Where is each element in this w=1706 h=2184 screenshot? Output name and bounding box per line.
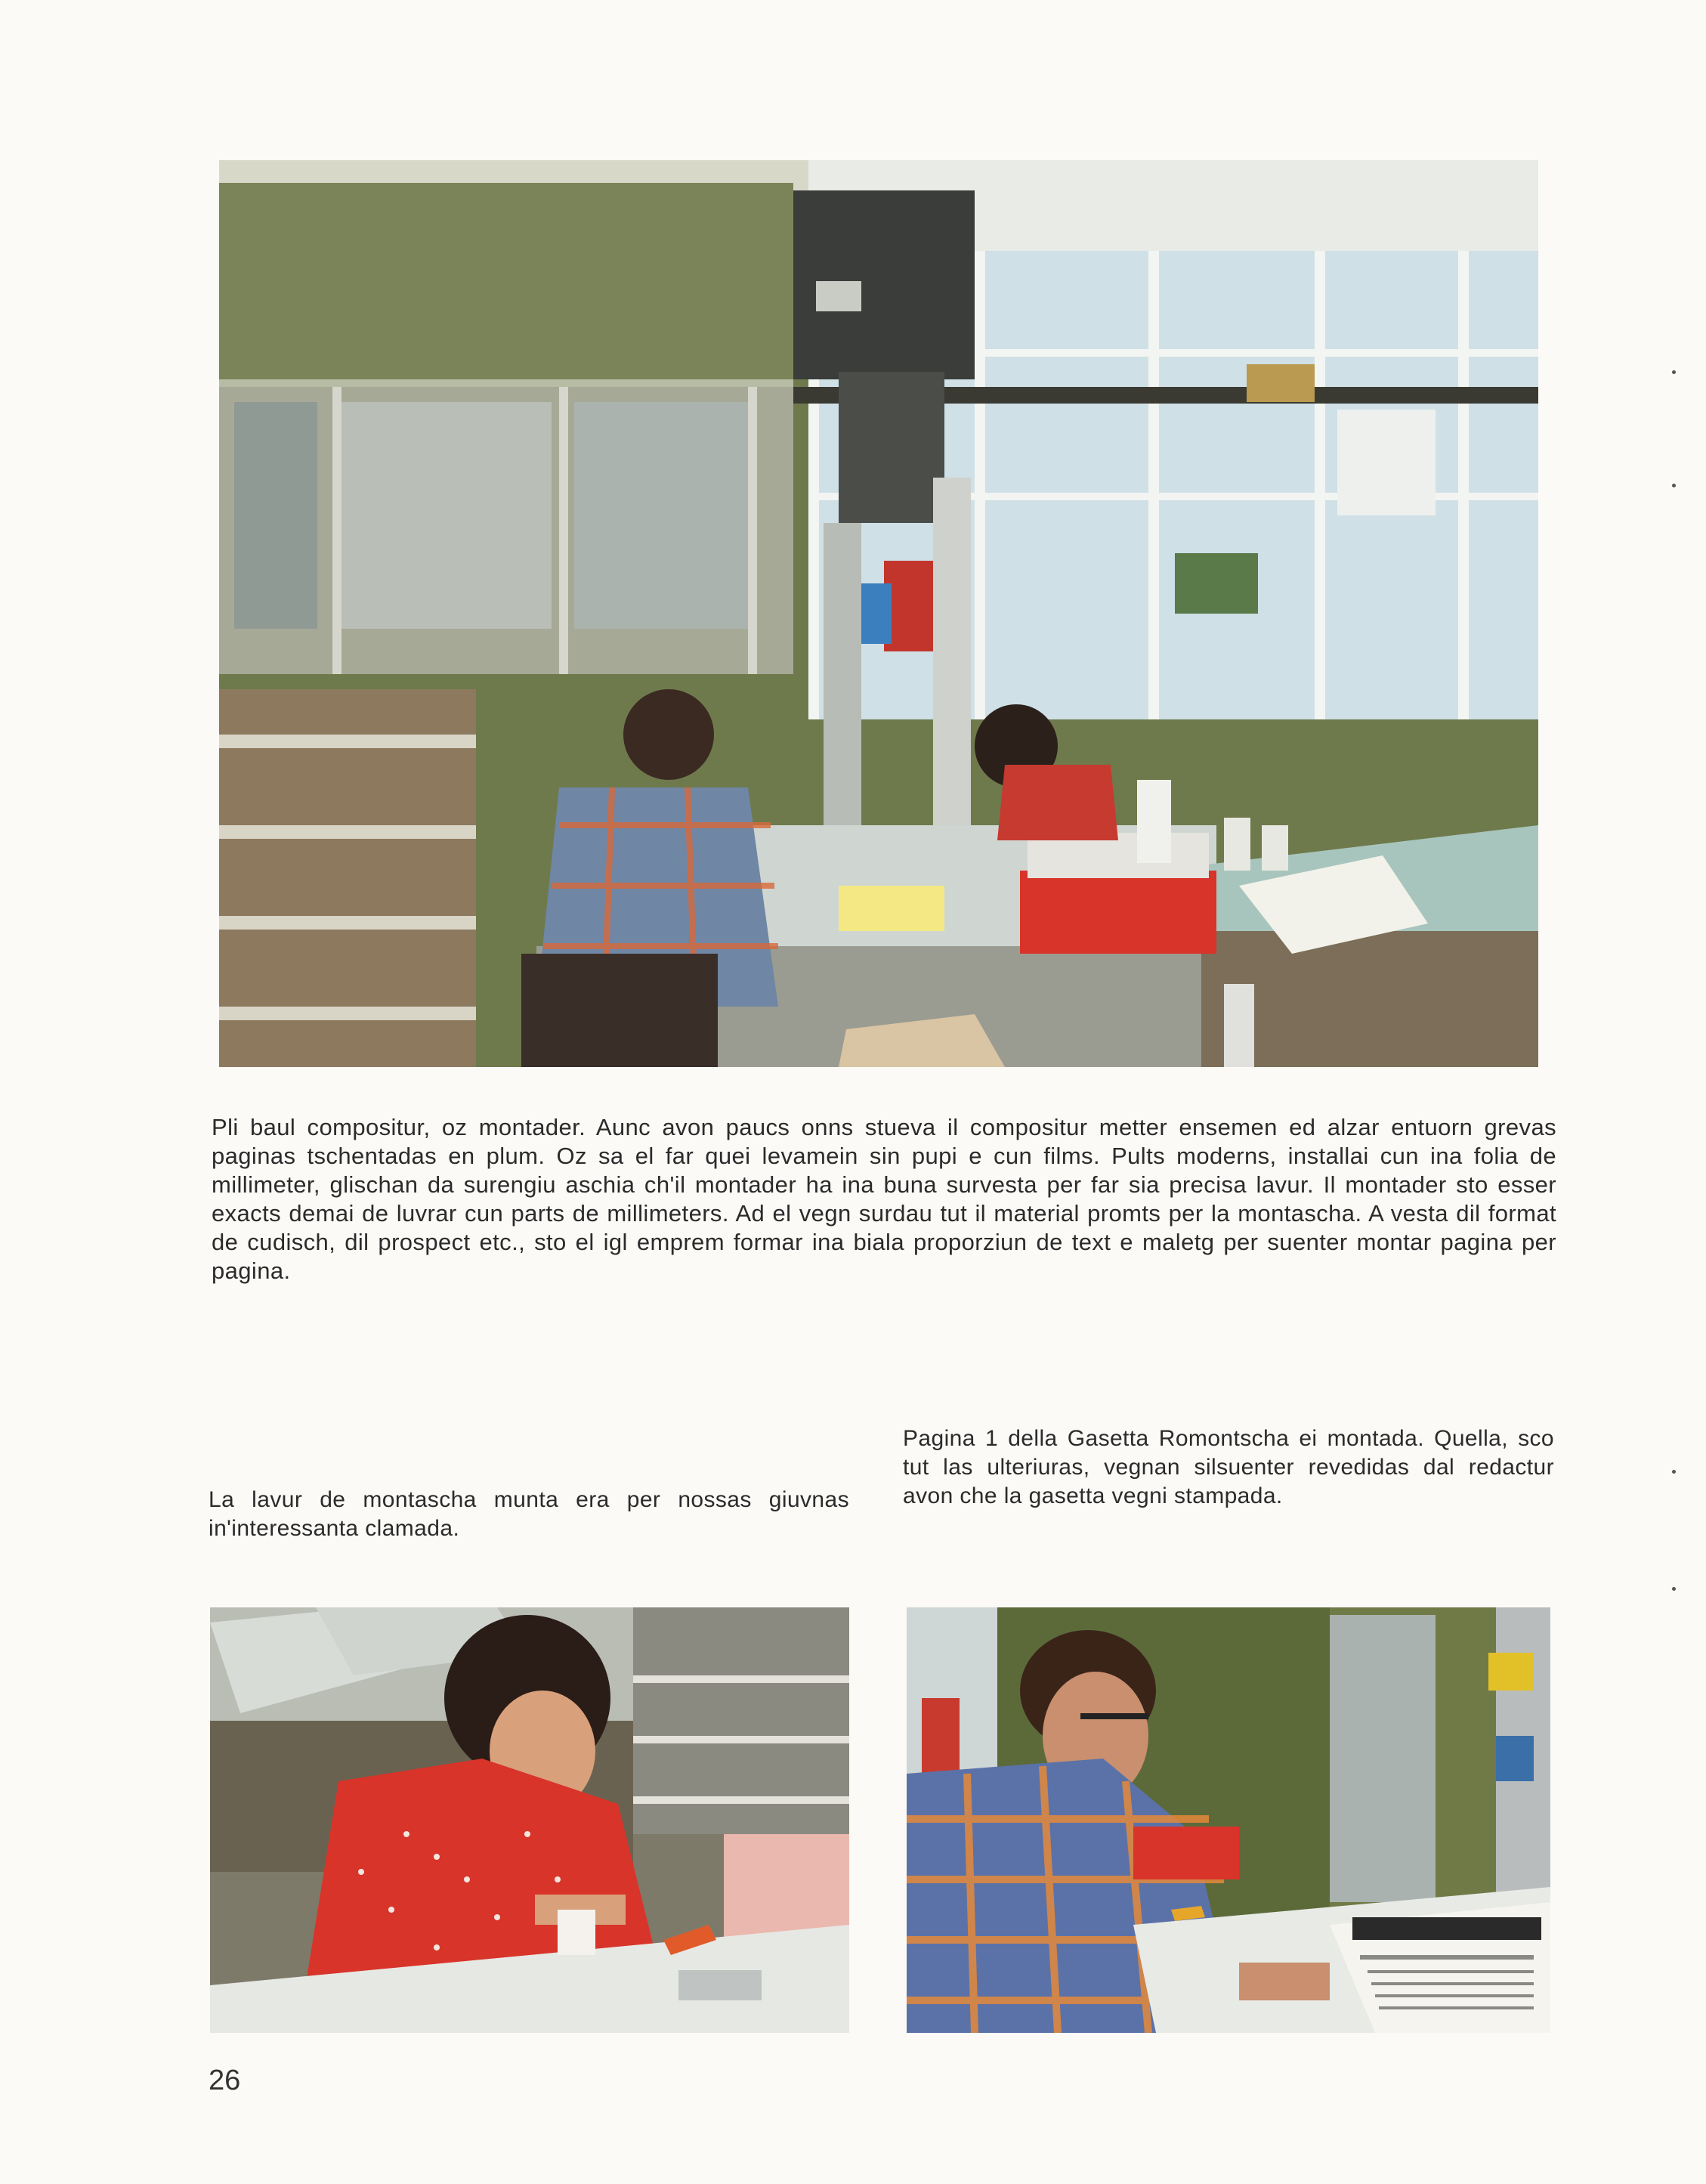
margin-mark [1672,1587,1676,1591]
woman-montage-illustration [210,1607,849,2033]
margin-mark [1672,484,1676,487]
montage-room-illustration [219,160,1538,1067]
photo-montage-room [219,160,1538,1067]
caption-right: Pagina 1 della Gasetta Romontscha ei montada. Quella, sco tut las ulteriuras, vegnan silsuenter revedidas dal redactur avon che la gasetta vegni stampada. [903,1426,1554,1508]
photo-woman-montage [210,1607,849,2033]
page-number: 26 [209,2065,241,2096]
man-montage-illustration [907,1607,1550,2033]
caption-left: La lavur de montascha munta era per nossas giuvnas in'interessanta clamada. [209,1487,849,1541]
caption-main: Pli baul compositur, oz montader. Aunc avon paucs onns stueva il compositur metter ensemen ed alzar entuorn grevas paginas tschentadas en plum. Oz sa el far quei levamein sin pupi e cun films. Pults moderns, installai cun ina folia de millimeter, glischan da surengiu aschia ch'il montader ha ina buna survesta per far sia precisa lavur. Il montader sto esser exacts demai de luvrar cun parts de millimeters. Ad el vegn surdau tut il material promts per la montascha. A vesta dil format de cudisch, dil prospect etc., sto el igl emprem formar ina biala proporziun de text e maletg per suenter montar pagina per pagina. [212,1114,1556,1284]
margin-mark [1672,1470,1676,1474]
margin-mark [1672,370,1676,374]
photo-man-montage [907,1607,1550,2033]
